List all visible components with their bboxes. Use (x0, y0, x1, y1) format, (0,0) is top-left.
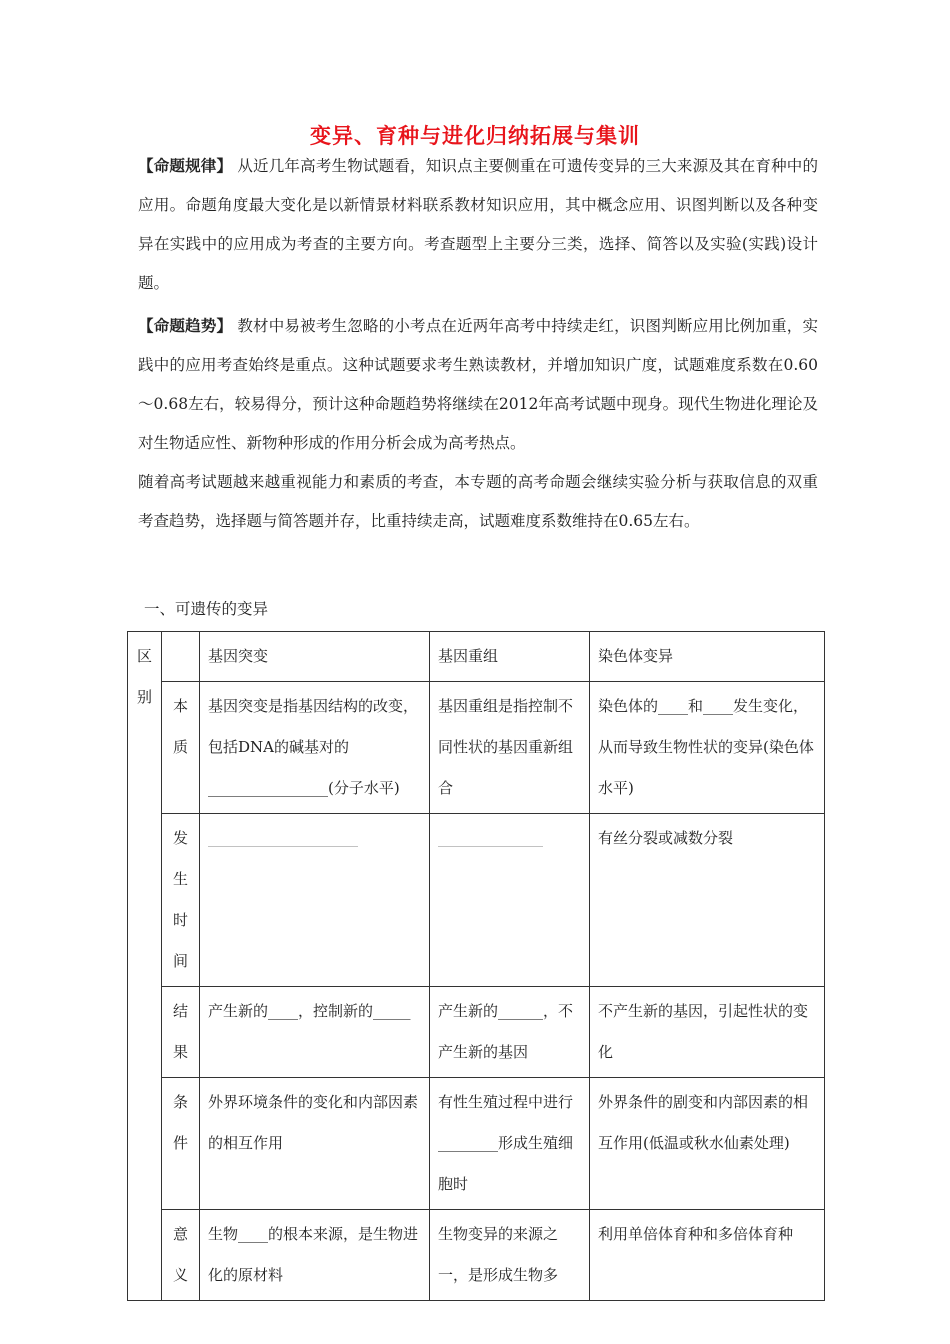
variation-table (127, 631, 825, 1301)
paragraph-outlook: 随着高考试题越来越重视能力和素质的考查，本专题的高考命题会继续实验分析与获取信息的双重考查趋势，选择题与简答题并存，比重持续走高，试题难度系数维持在0.65左右。 (138, 473, 818, 530)
table-row (128, 1078, 825, 1210)
section-title: 一、可遗传的变异 (144, 600, 269, 618)
table-row (128, 814, 825, 987)
table-header-cell: 染色体变异 (590, 632, 825, 682)
table-cell: 外界环境条件的变化和内部因素的相互作用 (200, 1078, 430, 1210)
table-cell: 产生新的____，控制新的_____ (200, 987, 430, 1078)
paragraph-trend (138, 306, 818, 463)
row-label: 发 生 时 间 (162, 814, 200, 987)
paragraph-rule-head: 【命题规律】 (138, 156, 233, 175)
row-group-label (128, 632, 162, 1301)
table-cell: 生物变异的来源之一，是形成生物多 (430, 1210, 590, 1301)
table-cell: 产生新的______，不产生新的基因 (430, 987, 590, 1078)
table-cell: 基因突变是指基因结构的改变，包括DNA的碱基对的________________(分子水平) (200, 682, 430, 814)
table-cell: 利用单倍体育种和多倍体育种 (590, 1210, 825, 1301)
table-row (128, 682, 825, 814)
paragraph-rule-body: 从近几年高考生物试题看，知识点主要侧重在可遗传变异的三大来源及其在育种中的应用。命题角度最大变化是以新情景材料联系教材知识应用，其中概念应用、识图判断以及各种变异在实践中的应用成为考查的主要方向。考查题型上主要分三类，选择、简答以及实验(实践)设计题。 (138, 157, 818, 292)
paragraph-trend-body: 教材中易被考生忽略的小考点在近两年高考中持续走红，识图判断应用比例加重，实践中的应用考查始终是重点。这种试题要求考生熟读教材，并增加知识广度，试题难度系数在0.60～0.68左右，较易得分，预计这种命题趋势将继续在2012年高考试题中现身。现代生物进化理论及对生物适应性、新物种形成的作用分析会成为高考热点。 (138, 317, 818, 452)
row-label: 条 件 (162, 1078, 200, 1210)
row-label: 本 质 (162, 682, 200, 814)
row-group-label-char: 别 (136, 688, 152, 706)
row-group-label-char: 区 (136, 647, 152, 665)
row-label: 意 义 (162, 1210, 200, 1301)
table-cell: 外界条件的剧变和内部因素的相互作用(低温或秋水仙素处理) (590, 1078, 825, 1210)
table-header-cell: 基因突变 (200, 632, 430, 682)
table-header-row (128, 632, 825, 682)
table-cell: ______________ (430, 814, 590, 987)
paragraph-rule (138, 146, 818, 303)
table-row (128, 1210, 825, 1301)
table-cell: ____________________ (200, 814, 430, 987)
row-label: 结 果 (162, 987, 200, 1078)
table-cell: 有性生殖过程中进行________形成生殖细胞时 (430, 1078, 590, 1210)
table-row (128, 987, 825, 1078)
table-cell: 不产生新的基因，引起性状的变化 (590, 987, 825, 1078)
paragraph-trend-head: 【命题趋势】 (138, 316, 233, 335)
page-title: 变异、育种与进化归纳拓展与集训 (310, 123, 640, 148)
table-cell: 生物____的根本来源，是生物进化的原材料 (200, 1210, 430, 1301)
table-cell: 基因重组是指控制不同性状的基因重新组合 (430, 682, 590, 814)
table-header-cell: 基因重组 (430, 632, 590, 682)
table-header-empty (162, 632, 200, 682)
table-cell: 染色体的____和____发生变化，从而导致生物性状的变异(染色体水平) (590, 682, 825, 814)
table-cell: 有丝分裂或减数分裂 (590, 814, 825, 987)
